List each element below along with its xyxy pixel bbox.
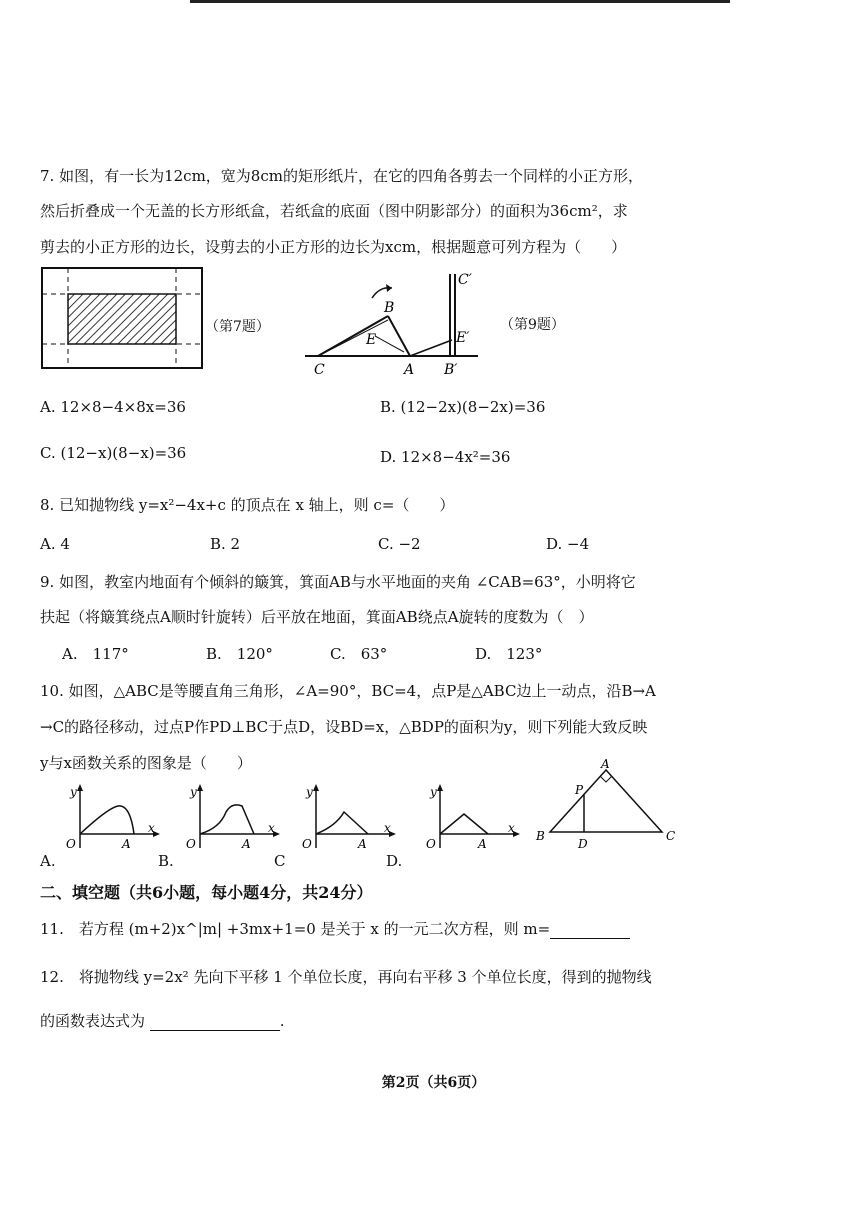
q10-c-axis-y: y bbox=[306, 785, 313, 799]
q7-option-c: C. (12−x)(8−x)=36 bbox=[40, 444, 187, 462]
q7-figure-caption: （第7题） bbox=[205, 319, 270, 335]
q10-tri-label-b: B bbox=[536, 829, 545, 843]
q10-b-origin: O bbox=[186, 837, 196, 851]
q9-label-b: B bbox=[384, 300, 395, 316]
q9-label-b-prime: B′ bbox=[444, 362, 458, 378]
q11-row bbox=[40, 918, 630, 939]
q10-b-axis-y: y bbox=[190, 785, 197, 799]
q8-option-d: D. −4 bbox=[546, 535, 590, 553]
q11-stem: 11. 若方程 (m+2)x^|m| +3mx+1=0 是关于 x 的一元二次方程，则 m= bbox=[40, 920, 551, 938]
q10-tri-label-d: D bbox=[578, 837, 588, 851]
q9-line-1: 9. 如图，教室内地面有个倾斜的簸箕，箕面AB与水平地面的夹角 ∠CAB=63°，小明将它 bbox=[40, 573, 636, 591]
page-footer: 第2页（共6页） bbox=[381, 1075, 486, 1091]
q7-figure-rectangle bbox=[38, 262, 208, 372]
q9-option-b: B. 120° bbox=[206, 645, 273, 663]
q10-a-axis-y: y bbox=[70, 785, 77, 799]
q10-line-2: →C的路径移动，过点P作PD⊥BC于点D，设BD=x，△BDP的面积为y，则下列能大致反映 bbox=[40, 718, 648, 736]
q7-line-3: 剪去的小正方形的边长，设剪去的小正方形的边长为xcm，根据题意可列方程为（ ） bbox=[40, 238, 627, 256]
q12-period: . bbox=[279, 1012, 285, 1030]
q9-option-d: D. 123° bbox=[475, 645, 543, 663]
q10-c-point: A bbox=[358, 837, 367, 851]
q10-option-b-letter: B. bbox=[158, 852, 174, 870]
q10-d-point: A bbox=[478, 837, 487, 851]
q10-c-axis-x: x bbox=[384, 821, 391, 835]
q9-line-2: 扶起（将簸箕绕点A顺时针旋转）后平放在地面，箕面AB绕点A旋转的度数为（ ） bbox=[40, 608, 594, 626]
q8-option-b: B. 2 bbox=[210, 535, 241, 553]
q9-figure-caption: （第9题） bbox=[500, 317, 565, 333]
q7-line-1: 7. 如图，有一长为12cm，宽为8cm的矩形纸片，在它的四角各剪去一个同样的小正方形， bbox=[40, 167, 643, 185]
q12-line-2: 的函数表达式为 bbox=[40, 1012, 146, 1030]
q10-tri-label-c: C bbox=[666, 829, 676, 843]
q10-d-axis-x: x bbox=[508, 821, 515, 835]
q8-stem: 8. 已知抛物线 y=x²−4x+c 的顶点在 x 轴上，则 c=（ ） bbox=[40, 496, 455, 514]
q11-answer-blank[interactable] bbox=[550, 938, 630, 939]
q10-a-axis-x: x bbox=[148, 821, 155, 835]
q7-option-a: A. 12×8−4×8x=36 bbox=[40, 398, 186, 416]
q9-label-c: C bbox=[314, 362, 325, 378]
q12-answer-blank[interactable] bbox=[150, 1030, 280, 1031]
q9-figure-dustpan bbox=[300, 268, 490, 380]
q10-triangle-figure bbox=[532, 758, 682, 854]
q8-option-a: A. 4 bbox=[40, 535, 70, 553]
q10-option-d-letter: D. bbox=[386, 852, 403, 870]
q12-row bbox=[40, 1010, 285, 1031]
q10-tri-label-p: P bbox=[575, 783, 584, 797]
q10-option-graph-c bbox=[292, 782, 402, 854]
q10-a-origin: O bbox=[66, 837, 76, 851]
q9-label-a: A bbox=[404, 362, 415, 378]
q10-option-graph-a bbox=[56, 782, 166, 854]
q10-d-axis-y: y bbox=[430, 785, 437, 799]
q7-line-2: 然后折叠成一个无盖的长方形纸盒，若纸盒的底面（图中阴影部分）的面积为36cm²，求 bbox=[40, 202, 628, 220]
q8-option-c: C. −2 bbox=[378, 535, 421, 553]
q9-label-e-prime: E′ bbox=[456, 330, 470, 346]
q7-option-d: D. 12×8−4x²=36 bbox=[380, 448, 511, 466]
q10-a-point: A bbox=[122, 837, 131, 851]
scan-top-edge bbox=[190, 0, 730, 3]
q9-label-e: E bbox=[366, 332, 377, 348]
q10-b-axis-x: x bbox=[268, 821, 275, 835]
q10-option-graph-b bbox=[176, 782, 286, 854]
q10-option-a-letter: A. bbox=[40, 852, 56, 870]
section-2-title: 二、填空题（共6小题，每小题4分，共24分） bbox=[40, 883, 373, 902]
q10-tri-label-a: A bbox=[601, 758, 610, 771]
q10-line-1: 10. 如图，△ABC是等腰直角三角形，∠A=90°，BC=4，点P是△ABC边上一动点，沿B→A bbox=[40, 682, 656, 700]
q9-option-a: A. 117° bbox=[62, 645, 129, 663]
q10-line-3: y与x函数关系的图象是（ ） bbox=[40, 754, 252, 772]
q10-d-origin: O bbox=[426, 837, 436, 851]
q10-option-graph-d bbox=[416, 782, 526, 854]
q10-b-point: A bbox=[242, 837, 251, 851]
q10-option-c-letter: C bbox=[274, 852, 286, 870]
q7-option-b: B. (12−2x)(8−2x)=36 bbox=[380, 398, 546, 416]
q9-label-c-prime: C′ bbox=[458, 272, 472, 288]
q10-c-origin: O bbox=[302, 837, 312, 851]
q9-option-c: C. 63° bbox=[330, 645, 388, 663]
q12-line-1: 12. 将抛物线 y=2x² 先向下平移 1 个单位长度，再向右平移 3 个单位长度，得到的抛物线 bbox=[40, 968, 652, 986]
